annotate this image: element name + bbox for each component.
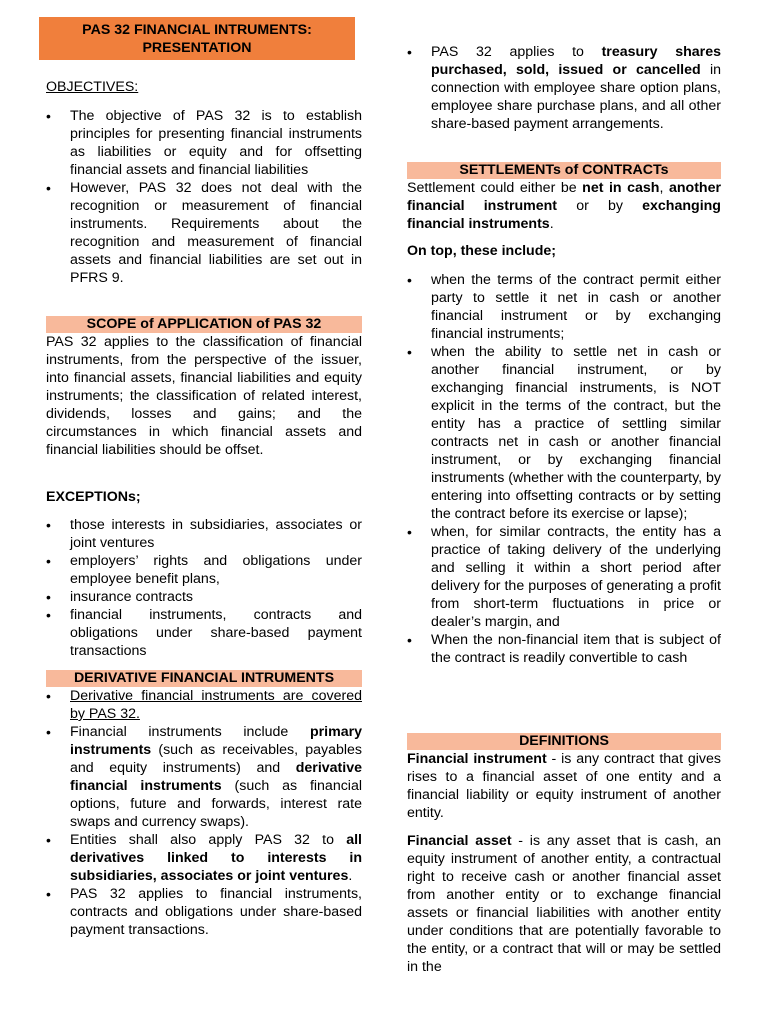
list-item: • when the terms of the contract permit either party to settle it net in cash or another financial instrument or by exchanging financial instruments; [407,271,721,343]
bold-term: exchanging financial instruments [407,198,721,232]
list-item: • insurance contracts [46,588,362,606]
text-run: - is any asset that is cash, an equity instrument of another entity, a contractual right to receive cash or another financial asset from another entity or to exchange financial assets or financial liabilities with another entity under conditions that are potentially favorable to the entity, or a contract that will or may be settled in the [407,833,721,975]
title-line-1: PAS 32 FINANCIAL INTRUMENTS: [82,22,312,38]
bold-term: derivative financial instruments [70,760,362,794]
ontop-heading: On top, these include; [407,243,556,259]
list-item: • However, PAS 32 does not deal with the recognition or measurement of financial instruments. Requirements about the recognition and measurement of financial assets and financial liabilities are set out in PFRS 9. [46,179,362,287]
text-run: Financial instruments include [70,724,310,740]
text-run: PAS 32 applies to [431,44,602,60]
objectives-list [46,107,362,287]
bold-term: all derivatives linked to interests in subsidiaries, associates or joint ventures [70,832,362,884]
settlements-list [407,271,721,667]
list-item: • when the ability to settle net in cash or another financial instrument, or by exchanging financial instruments, is NOT explicit in the terms of the contract, but the entity has a practice of settling similar contracts net in cash or another financial instrument, or by exchanging financial instruments (whether with the counterparty, by entering into offsetting contracts or by setting the contract before its exercise or lapse); [407,343,721,523]
financial-asset-definition [407,832,721,976]
scope-text: PAS 32 applies to the classification of financial instruments, from the perspective of the issuer, into financial assets, financial liabilities and equity instruments; the classification of related interest, dividends, losses and gains; and the circumstances in which financial assets and financial liabilities should be offset. [46,334,362,458]
treasury-list [407,43,721,133]
list-item: • When the non-financial item that is subject of the contract is readily convertible to cash [407,631,721,667]
list-item [46,687,362,723]
list-item [46,831,362,885]
list-item: • financial instruments, contracts and obligations under share-based payment transactions [46,606,362,660]
document-title [39,17,355,60]
list-item: • The objective of PAS 32 is to establish principles for presenting financial instruments as liabilities or equity and for offsetting financial assets and financial liabilities [46,107,362,179]
list-item: • when, for similar contracts, the entity has a practice of taking delivery of the underlying and selling it within a short period after delivery for the purposes of generating a profit from short-term fluctuations in price or dealer’s margin, and [407,523,721,631]
text-run: . [348,868,353,884]
text-run: Settlement could either be [407,180,583,196]
exceptions-list [46,516,362,660]
exceptions-heading: EXCEPTIONs; [46,489,141,505]
list-item [407,43,721,133]
title-line-2: PRESENTATION [142,40,252,56]
text-run: , [659,180,669,196]
text-run: (such as financial options, future and forwards, interest rate swaps and currency swaps). [70,778,362,830]
list-item: • employers’ rights and obligations under employee benefit plans, [46,552,362,588]
bold-term: treasury shares purchased, sold, issued or cancelled [431,44,721,78]
text-run: (such as receivables, payables and equity instruments) and [70,742,362,776]
derivative-list [46,687,362,939]
text-run: . [549,216,554,232]
bold-term: Financial asset [407,833,512,849]
text-run: - is any contract that gives rises to a financial asset of one entity and a financial liability or equity instrument of another entity. [407,751,722,821]
bold-term: net in cash [582,180,660,196]
settlements-text [407,179,721,233]
bold-term: another financial instrument [407,180,721,214]
bold-term: primary instruments [70,724,362,758]
bold-term: Financial instrument [407,751,547,767]
list-item: • PAS 32 applies to financial instruments, contracts and obligations under share-based payment transactions. [46,885,362,939]
list-item: • those interests in subsidiaries, associates or joint ventures [46,516,362,552]
text-run: Entities shall also apply PAS 32 to [70,832,347,848]
text-run: in connection with employee share option plans, employee share purchase plans, and all other share-based payment arrangements. [431,62,721,132]
objectives-heading: OBJECTIVES: [46,79,139,95]
derivative-covered-text: Derivative financial instruments are covered by PAS 32. [70,688,362,722]
text-run: or by [557,198,643,214]
scope-heading: SCOPE of APPLICATION of PAS 32 [46,316,362,333]
derivative-heading: DERIVATIVE FINANCIAL INTRUMENTS [46,670,362,687]
settlements-heading: SETTLEMENTs of CONTRACTs [407,162,721,179]
list-item [46,723,362,831]
financial-instrument-definition [407,750,721,822]
definitions-heading: DEFINITIONS [407,733,721,750]
